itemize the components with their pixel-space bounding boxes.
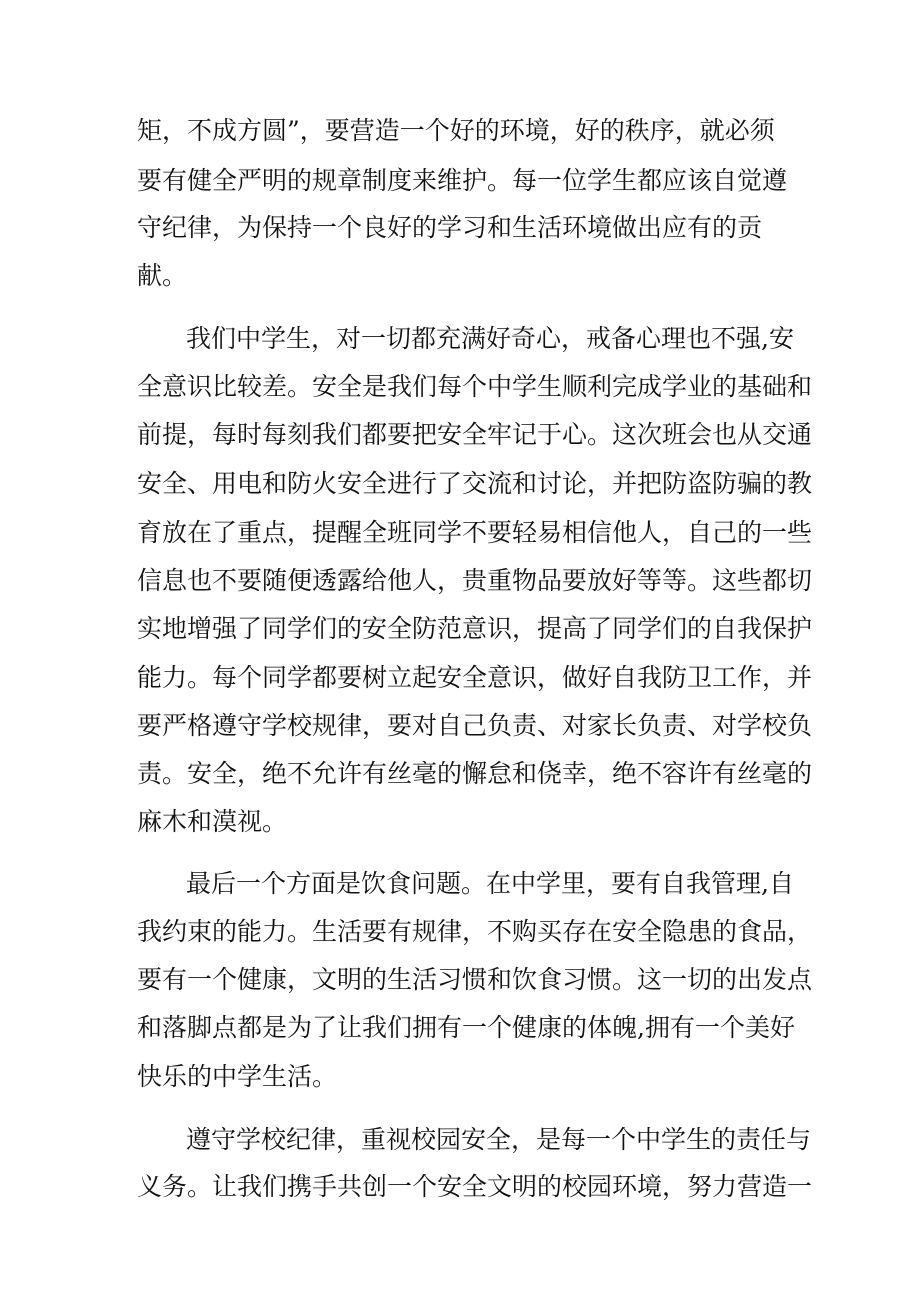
paragraph-3-line-3: 要有一个健康，文明的生活习惯和饮食习惯。这一切的出发点: [137, 965, 813, 994]
paragraph-4-line-2: 义务。让我们携手共创一个安全文明的校园环境，努力营造一: [137, 1172, 813, 1201]
paragraph-2-line-6: 信息也不要随便透露给他人，贵重物品要放好等等。这些都切: [137, 566, 813, 595]
paragraph-1-line-2: 要有健全严明的规章制度来维护。每一位学生都应该自觉遵: [137, 166, 788, 195]
paragraph-2-line-8: 能力。每个同学都要树立起安全意识，做好自我防卫工作，并: [137, 663, 813, 692]
paragraph-4-line-1: 遵守学校纪律，重视校园安全，是每一个中学生的责任与: [186, 1125, 812, 1154]
paragraph-2-line-5: 育放在了重点，提醒全班同学不要轻易相信他人，自己的一些: [137, 518, 813, 547]
paragraph-2-line-9: 要严格遵守学校规律，要对自己负责、对家长负责、对学校负: [137, 711, 813, 740]
paragraph-2-line-4: 安全、用电和防火安全进行了交流和讨论，并把防盗防骗的教: [137, 469, 813, 498]
paragraph-3-line-5: 快乐的中学生活。: [137, 1062, 338, 1091]
paragraph-2-line-11: 麻木和漠视。: [137, 807, 288, 836]
paragraph-1-line-4: 献。: [137, 261, 188, 290]
paragraph-2-line-2: 全意识比较差。安全是我们每个中学生顺利完成学业的基础和: [137, 372, 813, 401]
paragraph-3-line-2: 我约束的能力。生活要有规律，不购买存在安全隐患的食品，: [137, 917, 813, 946]
paragraph-2-line-1: 我们中学生，对一切都充满好奇心，戒备心理也不强,安: [186, 324, 794, 353]
paragraph-1-line-1: 矩，不成方圆”，要营造一个好的环境，好的秩序，就必须: [137, 116, 775, 145]
paragraph-1-line-3: 守纪律，为保持一个良好的学习和生活环境做出应有的贡: [137, 213, 763, 242]
paragraph-3-line-4: 和落脚点都是为了让我们拥有一个健康的体魄,拥有一个美好: [137, 1013, 795, 1042]
paragraph-3-line-1: 最后一个方面是饮食问题。在中学里，要有自我管理,自: [186, 869, 794, 898]
paragraph-2-line-7: 实地增强了同学们的安全防范意识，提高了同学们的自我保护: [137, 614, 813, 643]
paragraph-2-line-3: 前提，每时每刻我们都要把安全牢记于心。这次班会也从交通: [137, 420, 813, 449]
paragraph-2-line-10: 责。安全，绝不允许有丝毫的懈怠和侥幸，绝不容许有丝毫的: [137, 759, 813, 788]
